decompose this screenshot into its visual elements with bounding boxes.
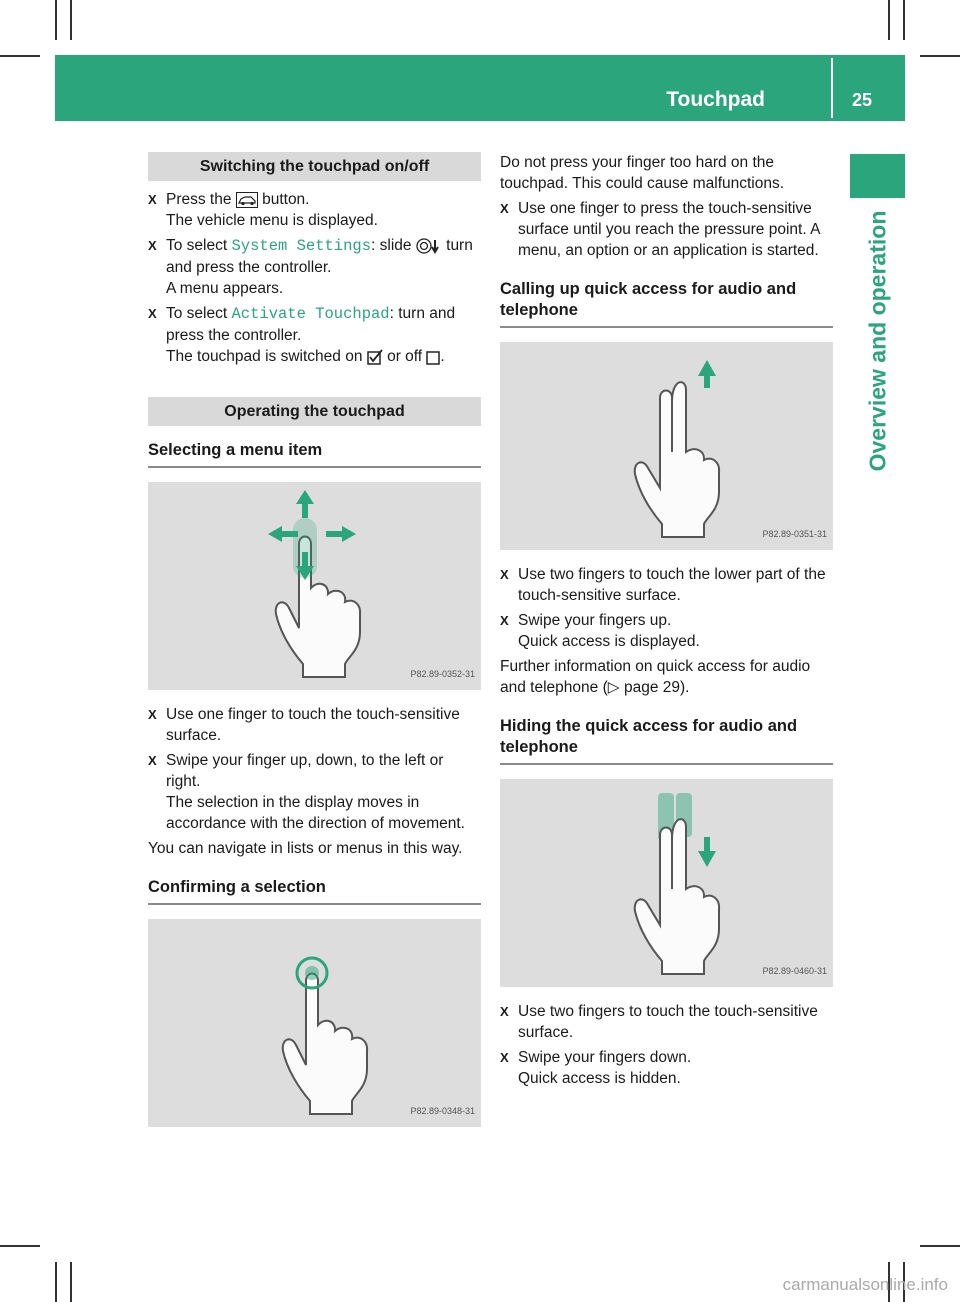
crop-mark (55, 0, 57, 40)
hand-swipe-illustration (148, 482, 481, 690)
bullet-marker: X (148, 306, 157, 321)
figure-code: P82.89-0351-31 (762, 529, 827, 539)
chapter-label (850, 206, 905, 476)
figure-code: P82.89-0352-31 (410, 669, 475, 679)
menu-code-system-settings: System Settings (231, 237, 372, 255)
crop-mark (920, 1245, 960, 1247)
result-text: A menu appears. (166, 280, 284, 297)
text: To select (166, 305, 232, 322)
crop-mark (920, 55, 960, 57)
bullet-marker: X (500, 1004, 509, 1019)
text: or off (382, 348, 427, 365)
crop-mark (0, 55, 40, 57)
section-calling-title: Calling up quick access for audio and telephone (500, 279, 833, 328)
section-title: Touchpad (666, 88, 765, 111)
text: Use one finger to touch the touch-sensitive surface. (166, 706, 460, 744)
bullet-marker: X (148, 753, 157, 768)
text: To select (166, 237, 232, 254)
list-item (500, 610, 833, 652)
page-header (55, 55, 905, 121)
text: and press the controller. (166, 259, 332, 276)
bullet-marker: X (500, 613, 509, 628)
text: page 29). (619, 679, 690, 696)
crop-mark (888, 0, 890, 40)
header-divider (831, 58, 833, 118)
chapter-tab (850, 154, 905, 198)
note-text: You can navigate in lists or menus in this way. (148, 840, 463, 857)
crop-mark (55, 1262, 57, 1302)
result-text: Quick access is displayed. (518, 633, 700, 650)
bullet-marker: X (500, 1050, 509, 1065)
crop-mark (903, 0, 905, 40)
vehicle-icon (236, 192, 258, 208)
figure-two-finger-up (500, 342, 833, 550)
list-item (500, 1001, 833, 1043)
list-item (500, 564, 833, 606)
hand-press-illustration (148, 919, 481, 1127)
text: Swipe your fingers down. (518, 1049, 692, 1066)
bullet-marker: X (148, 238, 157, 253)
section-confirming-title: Confirming a selection (148, 877, 481, 905)
section-hiding-title: Hiding the quick access for audio and telephone (500, 716, 833, 765)
controller-slide-icon (416, 238, 442, 254)
bullet-marker: X (148, 707, 157, 722)
hand-two-finger-up-illustration (500, 342, 833, 550)
result-text: Quick access is hidden. (518, 1070, 681, 1087)
bullet-marker: X (500, 567, 509, 582)
chapter-label-text: Overview and operation (864, 210, 890, 472)
text: : slide (371, 237, 416, 254)
crop-mark (0, 1245, 40, 1247)
text: turn (441, 237, 473, 254)
bullet-marker: X (148, 192, 157, 207)
watermark: carmanualsonline.info (782, 1275, 948, 1294)
list-item (500, 198, 833, 261)
section-operating-title: Operating the touchpad (148, 397, 481, 426)
section-selecting-title: Selecting a menu item (148, 440, 481, 468)
further-info-text (500, 656, 833, 698)
hand-two-finger-down-illustration (500, 779, 833, 987)
text: button. (257, 191, 310, 208)
section-switching-title: Switching the touchpad on/off (148, 152, 481, 181)
list-item (148, 303, 481, 367)
text: Use two fingers to touch the touch-sensitive surface. (518, 1003, 818, 1041)
text: . (440, 348, 445, 365)
text: Swipe your finger up, down, to the left or right. (166, 752, 444, 790)
crop-mark (70, 1262, 72, 1302)
list-item (148, 235, 481, 299)
text: Further information on quick access for audio and telephone ( (500, 658, 811, 696)
left-column (148, 152, 481, 1127)
figure-code: P82.89-0348-31 (410, 1106, 475, 1116)
list-item (148, 189, 481, 231)
list-item (148, 750, 481, 834)
checkbox-checked-icon (367, 349, 383, 365)
page-number: 25 (852, 90, 873, 110)
result-text: The selection in the display moves in accordance with the direction of movement. (166, 794, 465, 832)
text: : turn and (389, 305, 456, 322)
figure-code: P82.89-0460-31 (762, 966, 827, 976)
figure-two-finger-down (500, 779, 833, 987)
list-item (148, 704, 481, 746)
text: press the controller. (166, 327, 302, 344)
crop-mark (70, 0, 72, 40)
bullet-marker: X (500, 201, 509, 216)
list-item (500, 1047, 833, 1089)
right-column (500, 152, 833, 1089)
checkbox-unchecked-icon (426, 349, 440, 365)
page-reference-icon[interactable]: ▷ (607, 679, 620, 696)
text: Swipe your fingers up. (518, 612, 672, 629)
menu-code-activate-touchpad: Activate Touchpad (231, 305, 390, 323)
result-text: The touchpad is switched on (166, 348, 367, 365)
text: Use one finger to press the touch-sensitive surface until you reach the pressure point. A menu, an option or an application is started. (518, 200, 820, 259)
figure-one-finger-swipe (148, 482, 481, 690)
text: Use two fingers to touch the lower part of the touch-sensitive surface. (518, 566, 826, 604)
text: Press the (166, 191, 236, 208)
intro-text: Do not press your finger too hard on the touchpad. This could cause malfunctions. (500, 154, 785, 192)
figure-one-finger-press (148, 919, 481, 1127)
result-text: The vehicle menu is displayed. (166, 212, 378, 229)
